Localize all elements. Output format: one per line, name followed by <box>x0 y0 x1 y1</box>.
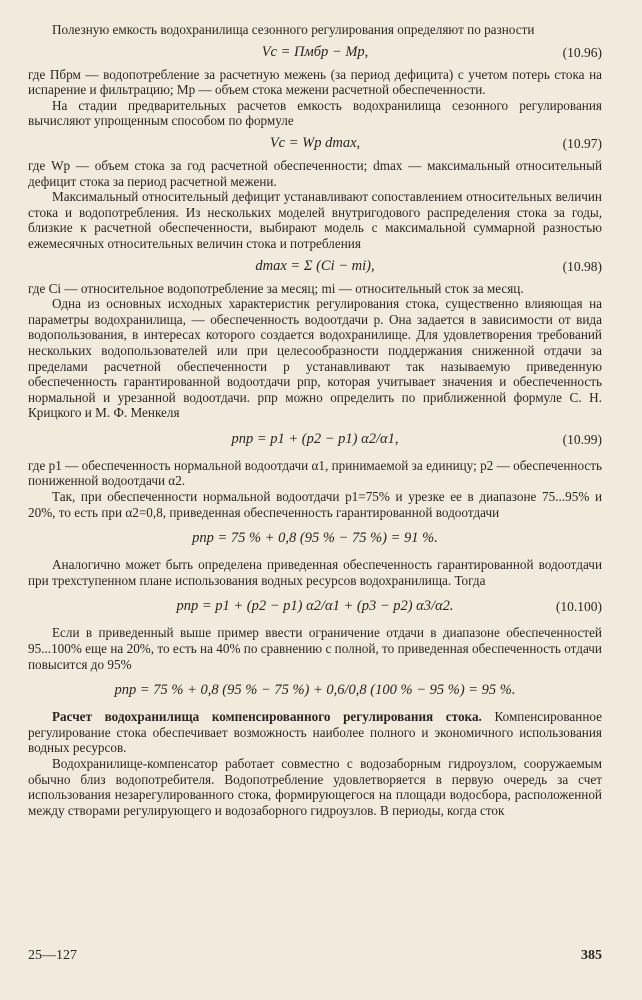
paragraph: Одна из основных исходных характеристик регулирования стока, существенно влияющая на параметры водохранилища, — обеспеченность водоотдачи p. Она задается в зависимости от вида водопользования, в интересах которого создается водохранилище. Для удовлетворения требований нескольких водопользователей или при целесообразности поддержания сниженной отдачи за пределами расчетной обеспеченности p устанавливают так называемую приведенную обеспеченность гарантированной водоотдачи pпр, которая учитывает значения и обеспеченность нормальной и урезанной водоотдачи. pпр можно определить по приближенной формуле С. Н. Крицкого и М. Ф. Менкеля <box>28 296 602 421</box>
paragraph: Так, при обеспеченности нормальной водоотдачи p1=75% и урезке ее в диапазоне 75...95% и 20%, то есть при α2=0,8, приведенная обеспеченность гарантированной водоотдачи <box>28 489 602 520</box>
section-body: Компенсированное регулирование стока обеспечивает возможность наиболее полного и экономичного использования водных ресурсов. <box>28 709 602 756</box>
equation-number: (10.97) <box>562 135 602 151</box>
paragraph: Аналогично может быть определена приведенная обеспеченность гарантированной водоотдачи при трехступенном плане использования водных ресурсов водохранилища. Тогда <box>28 557 602 588</box>
paragraph: Если в приведенный выше пример ввести ограничение отдачи в диапазоне обеспеченностей 95...100% еще на 20%, то есть на 40% по сравнению с полной, то приведенная обеспеченность отдачи повысится до 95% <box>28 625 602 672</box>
equation-number: (10.100) <box>555 599 602 615</box>
paragraph: где Пбрм — водопотребление за расчетную межень (за период дефицита) с учетом потерь стока на испарение и фильтрацию; Mp — объем стока межени расчетной обеспеченности. <box>28 66 602 98</box>
formula-worked-example-1 <box>28 529 602 548</box>
formula-expression: Vс = Wp dmax, <box>269 134 361 151</box>
equation-number: (10.96) <box>562 44 602 60</box>
formula-expression: pпр = 75 % + 0,8 (95 % − 75 %) = 91 %. <box>192 530 438 547</box>
equation-number: (10.99) <box>562 431 602 447</box>
page-footer <box>28 948 602 968</box>
paragraph: Водохранилище-компенсатор работает совместно с водозаборным гидроузлом, сооружаемым обычно близ водопотребителя. Водопотребление удовлетворяется в первую очередь за счет использования незарегулированного стока, формирующегося на площади водосбора, расположенной между створами регулирующего и водозаборного гидроузлов. В периоды, когда сток <box>28 756 602 818</box>
paragraph: где Ci — относительное водопотребление за месяц; mi — относительный сток за месяц. <box>28 280 524 296</box>
paragraph: На стадии предварительных расчетов емкость водохранилища сезонного регулирования вычисляют упрощенным способом по формуле <box>28 97 602 129</box>
page-number: 385 <box>581 948 602 963</box>
printer-signature: 25—127 <box>28 948 77 963</box>
formula-10-97 <box>28 134 602 153</box>
paragraph: Полезную емкость водохранилища сезонного регулирования определяют по разности <box>52 22 535 37</box>
formula-10-100 <box>28 597 602 616</box>
formula-expression: dmax = Σ (Ci − mi), <box>255 257 375 274</box>
formula-10-99 <box>28 430 602 449</box>
section-paragraph <box>28 709 602 756</box>
formula-10-98 <box>28 257 602 276</box>
formula-expression: Vс = Пмбр − Mp, <box>261 43 369 60</box>
equation-number: (10.98) <box>562 258 602 274</box>
formula-expression: pпр = 75 % + 0,8 (95 % − 75 %) + 0,6/0,8 (100 % − 95 %) = 95 %. <box>114 682 516 699</box>
formula-worked-example-2 <box>28 681 602 700</box>
paragraph: где p1 — обеспеченность нормальной водоотдачи α1, принимаемой за единицу; p2 — обеспеченность пониженной водоотдачи α2. <box>28 457 602 489</box>
section-title: Расчет водохранилища компенсированного регулирования стока. <box>52 709 482 725</box>
page-content <box>28 22 602 818</box>
formula-10-96 <box>28 43 602 62</box>
formula-expression: pпр = p1 + (p2 − p1) α2/α1, <box>231 430 399 447</box>
formula-expression: pпр = p1 + (p2 − p1) α2/α1 + (p3 − p2) α3/α2. <box>176 598 454 615</box>
paragraph: где Wp — объем стока за год расчетной обеспеченности; dmax — максимальный относительный дефицит стока за период расчетной межени. <box>28 157 602 189</box>
paragraph: Максимальный относительный дефицит устанавливают сопоставлением относительных величин стока и водопотребления. Из нескольких моделей внутригодового распределения стока за годы, близкие к расчетной обеспеченности, выбирают модель с максимальной суммарной разностью ежемесячных относительных величин стока и потребления <box>28 189 602 251</box>
